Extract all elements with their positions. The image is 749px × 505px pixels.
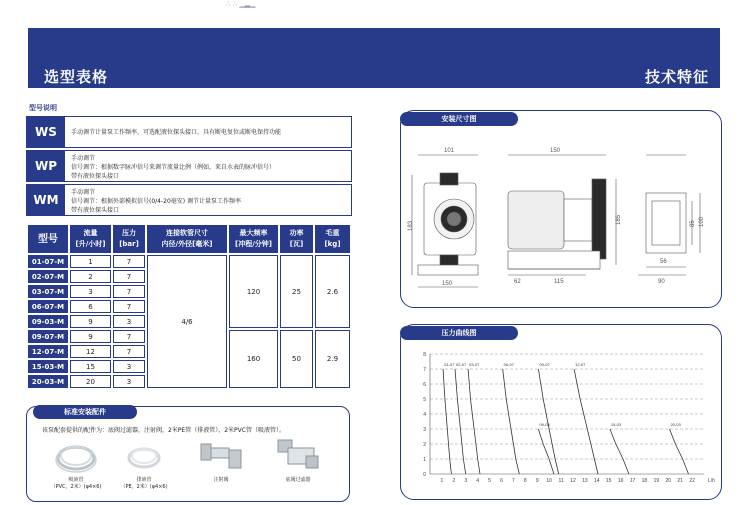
x-tick-label: 2 [452, 478, 456, 484]
header-freq-unit: [冲程/分钟] [235, 240, 272, 248]
x-tick-label: 14 [594, 478, 600, 484]
header-pressure-unit: [bar] [119, 240, 139, 248]
row-pressure: 3 [113, 360, 145, 373]
x-tick-label: 1 [440, 478, 444, 484]
model-code: WP [27, 151, 65, 181]
row-pressure: 7 [113, 345, 145, 358]
series-line-02-07 [455, 369, 466, 474]
x-tick-label: 11 [558, 478, 564, 484]
dim-side-height: 185 [616, 214, 622, 225]
x-tick-label: 15 [605, 478, 612, 484]
row-model: 15-03-M [28, 360, 68, 373]
row-model: 09-03-M [28, 315, 68, 328]
y-tick-label: 1 [423, 457, 426, 463]
header-hose-unit: 内径/外径[毫米] [161, 240, 213, 248]
series-label: 09-07 [539, 362, 550, 367]
hose-coil-icon [50, 440, 102, 474]
y-tick-label: 3 [423, 427, 426, 433]
series-label: 09-03 [539, 422, 550, 427]
row-model: 06-07-M [28, 300, 68, 313]
spec-table-header [28, 225, 350, 253]
power-group-b: 50 [280, 330, 313, 388]
spec-table [26, 223, 352, 390]
row-model: 01-07-M [28, 255, 68, 268]
model-row-wm [26, 184, 352, 216]
page-title-right: 技术特征 [644, 68, 709, 86]
series-line-09-03 [538, 429, 554, 474]
accessory-name: 排液管 [136, 477, 152, 483]
series-line-01-07 [443, 369, 451, 474]
dimension-drawing [410, 135, 710, 295]
header-flow-unit: [升/小时] [75, 240, 106, 248]
accessory-discharge-hose [118, 440, 170, 500]
accessories-title: 标准安装配件 [33, 405, 137, 419]
y-tick-label: 5 [423, 397, 426, 403]
row-flow: 2 [70, 270, 111, 283]
header-flow-name: 流量 [83, 229, 98, 237]
accessory-name: 底阀过滤器 [285, 477, 311, 483]
row-model: 09-07-M [28, 330, 68, 343]
x-tick-label: 10 [546, 478, 552, 484]
model-description-line: 手动调节 [71, 189, 96, 196]
row-model: 03-07-M [28, 285, 68, 298]
model-row-wp [26, 150, 352, 182]
header-pressure [113, 225, 145, 253]
row-pressure: 7 [113, 270, 145, 283]
model-description-line: 手动调节 [71, 155, 96, 162]
x-tick-label: 13 [582, 478, 588, 484]
model-description [71, 154, 275, 181]
header-flow [70, 225, 111, 253]
row-flow: 15 [70, 360, 111, 373]
model-row-ws [26, 116, 352, 148]
series-line-03-07 [468, 369, 480, 474]
row-flow: 3 [70, 285, 111, 298]
model-description-line: 信号调节：根据数字脉冲信号来调节流量比例（例如，来自水表的脉冲信号） [71, 164, 276, 171]
series-label: 02-07 [456, 362, 467, 367]
dim-right-width-inner: 56 [660, 259, 667, 265]
weight-group-b: 2.9 [315, 330, 350, 388]
header-freq [229, 225, 278, 253]
row-model: 20-03-M [28, 375, 68, 388]
pressure-chart [414, 346, 714, 494]
header-freq-name: 最大频率 [239, 229, 268, 237]
x-tick-label: 19 [653, 478, 660, 484]
model-code: WS [27, 117, 65, 147]
hose-coil-icon [118, 440, 170, 474]
series-label: 12-07 [575, 362, 586, 367]
header-hose-name: 连接软管尺寸 [166, 229, 208, 237]
header-pressure-name: 压力 [122, 229, 136, 237]
row-pressure: 7 [113, 285, 145, 298]
header-power-unit: [瓦] [289, 240, 304, 248]
series-label: 01-07 [444, 362, 455, 367]
series-label: 15-03 [610, 422, 622, 427]
series-line-20-03 [670, 429, 689, 474]
accessory-spec: （PVC，2米）(φ4×6) [50, 484, 102, 490]
series-label: 20-03 [670, 422, 681, 427]
x-tick-label: 17 [629, 478, 636, 484]
accessory-suction-hose [50, 440, 102, 500]
dim-right-height-inner: 85 [690, 220, 696, 227]
top-artifact-text: ∴ ∴ ▁▂▁ [226, 0, 256, 8]
pressure-chart-title: 压力曲线图 [400, 326, 518, 340]
hose-value: 4/6 [147, 255, 227, 388]
series-label: 06-07 [503, 362, 514, 367]
accessory-injection-valve [195, 438, 247, 498]
accessories-description: 该泵配套提供的配件为：底阀过滤器，注射阀，2米PE管（排液管），2米PVC管（吸液管）。 [42, 427, 285, 434]
x-tick-label: 12 [570, 478, 576, 484]
x-tick-label: 18 [641, 478, 648, 484]
row-flow: 9 [70, 330, 111, 343]
x-tick-label: 7 [512, 478, 515, 484]
y-tick-label: 2 [423, 442, 426, 448]
row-flow: 20 [70, 375, 111, 388]
dim-base-mid: 115 [554, 279, 564, 285]
row-flow: 6 [70, 300, 111, 313]
y-tick-label: 4 [423, 412, 426, 418]
header-weight-unit: [kg] [324, 240, 341, 248]
accessory-spec: （PE，2米）(φ4×6) [120, 484, 168, 490]
model-section-label: 型号说明 [29, 104, 57, 112]
row-pressure: 3 [113, 375, 145, 388]
model-description-line: 信号调节：根据外部模拟信号(0/4-20毫安) 调节计量泵工作频率 [71, 198, 242, 205]
model-description-line: 手动调节计量泵工作频率，可选配液位探头接口，具有断电复位或断电保持功能 [71, 129, 282, 136]
row-pressure: 7 [113, 300, 145, 313]
model-description [71, 188, 241, 215]
dim-base-left: 62 [514, 279, 521, 285]
series-line-12-07 [574, 369, 598, 474]
x-tick-label: 8 [523, 478, 527, 484]
injection-valve-icon [195, 438, 247, 474]
header-power [280, 225, 313, 253]
row-flow: 9 [70, 315, 111, 328]
x-tick-label: 6 [500, 478, 503, 484]
accessory-name: 注射阀 [213, 477, 229, 483]
row-flow: 12 [70, 345, 111, 358]
weight-group-a: 2.6 [315, 255, 350, 328]
x-tick-label: 16 [617, 478, 624, 484]
row-model: 02-07-M [28, 270, 68, 283]
dim-front-width-top: 101 [444, 148, 455, 154]
row-pressure: 3 [113, 315, 145, 328]
accessory-name: 吸液管 [68, 477, 84, 483]
model-description [71, 128, 281, 137]
x-tick-label: 20 [665, 478, 672, 484]
table-row [28, 255, 350, 268]
dim-front-width-bottom: 150 [442, 281, 453, 287]
foot-filter-icon [270, 436, 326, 474]
series-line-15-03 [610, 429, 629, 474]
x-tick-label: 5 [488, 478, 491, 484]
x-tick-label: 21 [677, 478, 683, 484]
header-band [28, 28, 720, 88]
series-line-06-07 [503, 369, 520, 474]
x-tick-label: 4 [476, 478, 480, 484]
x-tick-label: 3 [464, 478, 468, 484]
model-code: WM [27, 185, 65, 215]
header-power-name: 功率 [289, 229, 304, 237]
model-description-line: 带有液位探头接口 [71, 173, 120, 180]
y-tick-label: 7 [423, 367, 426, 373]
x-tick-label: 22 [689, 478, 695, 484]
dim-right-height-outer: 100 [699, 216, 705, 227]
y-tick-label: 0 [423, 472, 426, 478]
power-group-a: 25 [280, 255, 313, 328]
y-tick-label: 6 [423, 382, 426, 388]
header-model: 型号 [28, 225, 68, 253]
row-pressure: 7 [113, 255, 145, 268]
row-pressure: 7 [113, 330, 145, 343]
header-weight-name: 毛重 [325, 229, 340, 237]
header-hose [147, 225, 227, 253]
row-model: 12-07-M [28, 345, 68, 358]
x-tick-label: 9 [535, 478, 539, 484]
dim-front-height: 183 [408, 220, 414, 231]
accessory-foot-filter [270, 436, 326, 496]
row-flow: 1 [70, 255, 111, 268]
freq-group-b: 160 [229, 330, 278, 388]
freq-group-a: 120 [229, 255, 278, 328]
x-unit-label: L/h [708, 478, 715, 484]
dimensions-title: 安装尺寸图 [400, 112, 518, 126]
page-title-left: 选型表格 [44, 68, 109, 86]
header-weight [315, 225, 350, 253]
dim-side-width-top: 150 [550, 148, 561, 154]
model-description-line: 带有液位探头接口 [71, 207, 120, 214]
series-label: 03-07 [469, 362, 480, 367]
dim-right-width-outer: 90 [658, 279, 665, 285]
y-tick-label: 8 [423, 352, 426, 358]
